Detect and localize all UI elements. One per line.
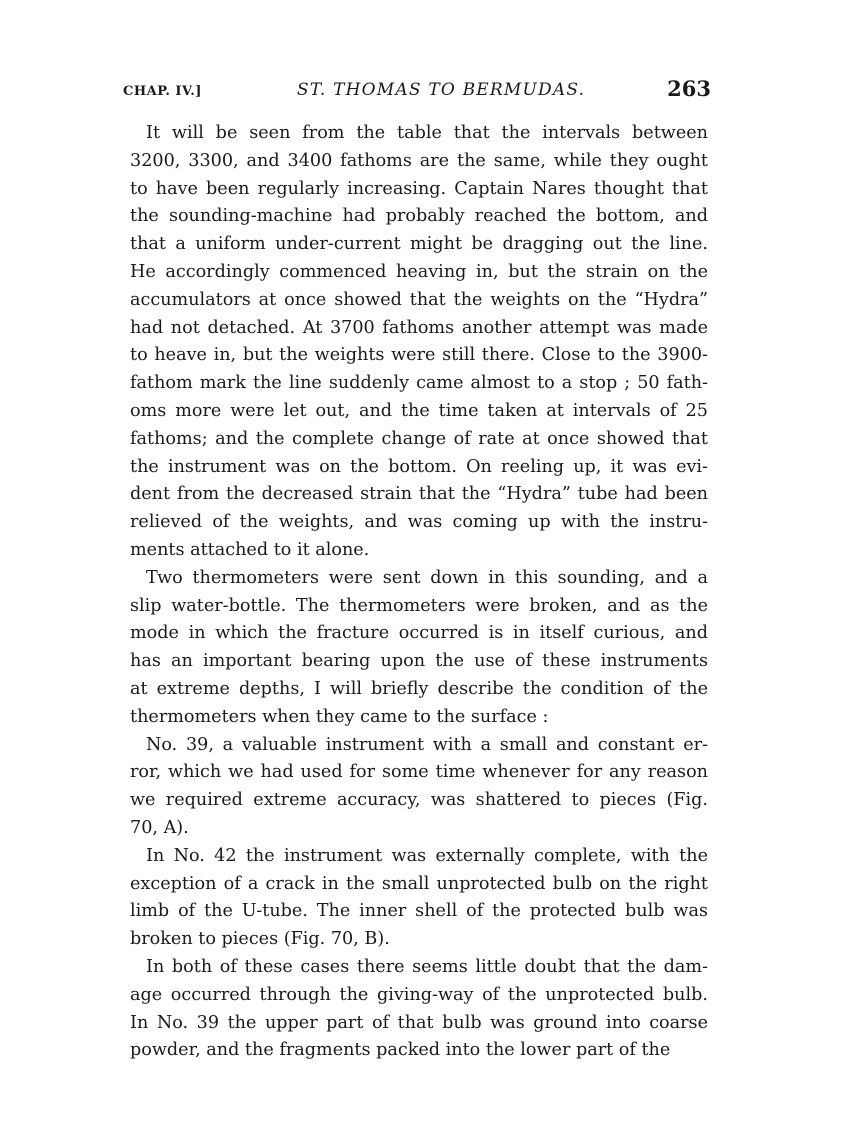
running-title: ST. THOMAS TO BERMUDAS.: [297, 80, 586, 100]
text-line: fathom mark the line suddenly came almost to a stop ; 50 fath-: [130, 373, 708, 394]
text-line: the instrument was on the bottom. On reeling up, it was evi-: [130, 456, 708, 477]
text-line: had not detached. At 3700 fathoms another attempt was made: [130, 317, 708, 338]
body-text: [130, 120, 708, 1065]
text-line: No. 39, a valuable instrument with a small and constant er-: [146, 734, 708, 755]
text-line: to heave in, but the weights were still there. Close to the 3900-: [130, 345, 708, 366]
text-line: In both of these cases there seems little doubt that the dam-: [146, 956, 708, 977]
paragraph: [130, 565, 708, 732]
text-line: mode in which the fracture occurred is in itself curious, and: [130, 623, 708, 644]
text-line: exception of a crack in the small unprotected bulb on the right: [130, 873, 708, 894]
paragraph: [130, 120, 708, 565]
paragraph: [130, 843, 708, 954]
page-number: 263: [667, 76, 711, 101]
text-line: to have been regularly increasing. Captain Nares thought that: [130, 178, 708, 199]
text-line: accumulators at once showed that the weights on the “Hydra”: [130, 289, 708, 310]
text-line: slip water-bottle. The thermometers were broken, and as the: [130, 595, 708, 616]
text-line: Two thermometers were sent down in this sounding, and a: [146, 567, 708, 588]
text-line: oms more were let out, and the time taken at intervals of 25: [130, 400, 708, 421]
text-line: thermometers when they came to the surface :: [130, 706, 549, 727]
text-line: age occurred through the giving-way of the unprotected bulb.: [130, 984, 708, 1005]
text-line: ments attached to it alone.: [130, 539, 370, 560]
text-line: the sounding-machine had probably reached the bottom, and: [130, 206, 708, 227]
text-line: has an important bearing upon the use of these instruments: [130, 651, 708, 672]
text-line: relieved of the weights, and was coming up with the instru-: [130, 512, 708, 533]
text-line: 70, A).: [130, 817, 189, 838]
text-line: ror, which we had used for some time whenever for any reason: [130, 762, 708, 783]
text-line: 3200, 3300, and 3400 fathoms are the same, while they ought: [130, 150, 708, 171]
text-line: at extreme depths, I will briefly describe the condition of the: [130, 678, 708, 699]
text-line: limb of the U-tube. The inner shell of the protected bulb was: [130, 901, 708, 922]
paragraph: [130, 954, 708, 1065]
text-line: In No. 39 the upper part of that bulb was ground into coarse: [130, 1012, 708, 1033]
text-line: fathoms; and the complete change of rate at once showed that: [130, 428, 708, 449]
chapter-label: CHAP. IV.]: [123, 84, 202, 99]
text-line: It will be seen from the table that the intervals between: [146, 123, 708, 143]
text-line: dent from the decreased strain that the “Hydra” tube had been: [130, 484, 708, 505]
text-line: In No. 42 the instrument was externally complete, with the: [146, 845, 708, 866]
text-line: broken to pieces (Fig. 70, B).: [130, 929, 390, 950]
running-header: [123, 76, 711, 106]
text-line: powder, and the fragments packed into the lower part of the: [130, 1040, 671, 1061]
text-line: we required extreme accuracy, was shattered to pieces (Fig.: [130, 790, 708, 811]
text-line: He accordingly commenced heaving in, but the strain on the: [130, 261, 708, 282]
paragraph: [130, 732, 708, 843]
text-line: that a uniform under-current might be dragging out the line.: [130, 234, 708, 255]
